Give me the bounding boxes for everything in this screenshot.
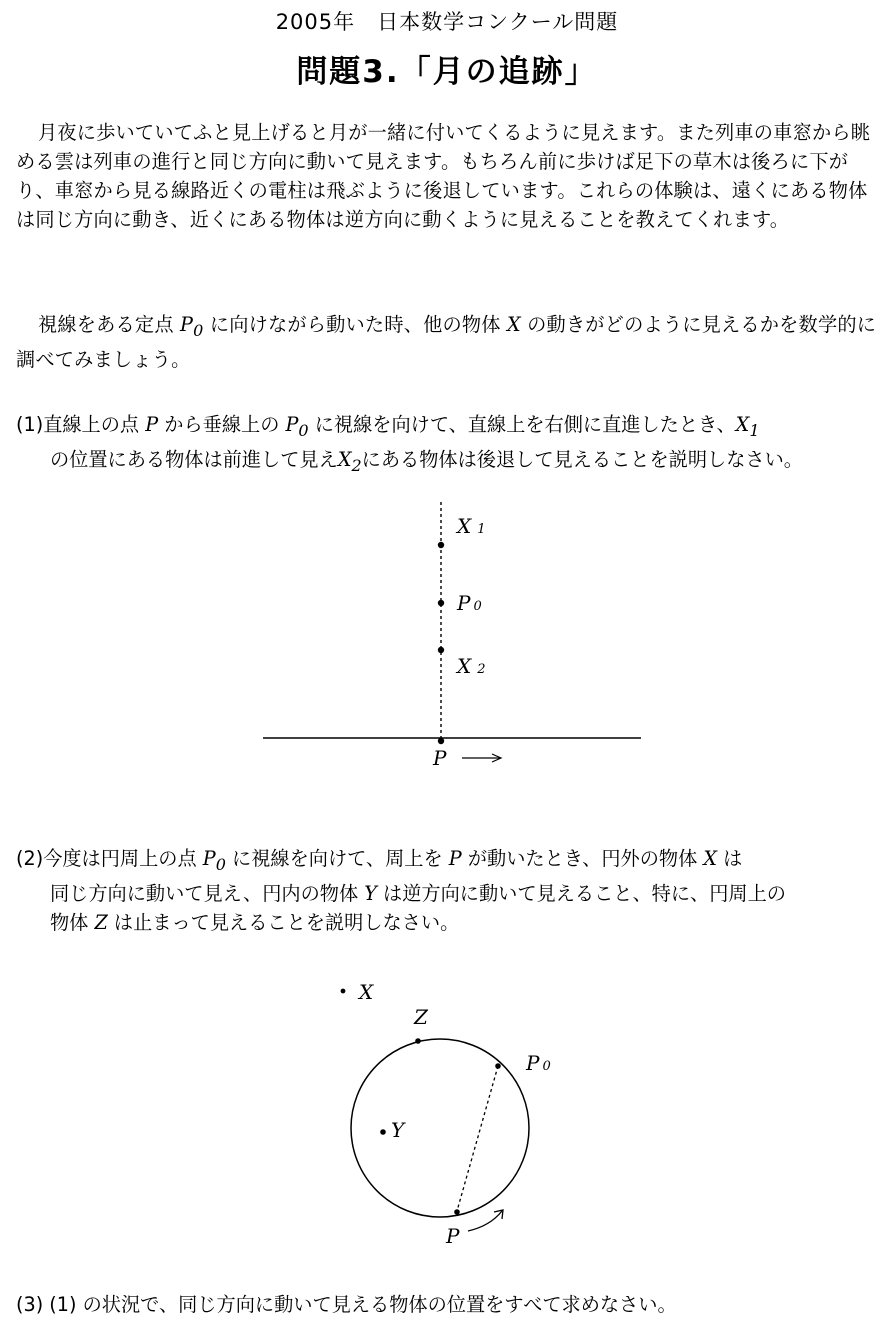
problem-title: 問題3.「月の追跡」 (296, 54, 598, 90)
sight-line-dotted (457, 1066, 498, 1211)
q1-p0: $P_0$ (285, 413, 309, 440)
q2-x: X (703, 847, 718, 870)
point-z-on-circle (415, 1038, 421, 1044)
fig2-label-p0: P 0 (526, 1051, 551, 1075)
figure-1 (263, 502, 641, 762)
q1-x1: $X_1$ (735, 413, 760, 440)
setup-x: X (506, 313, 521, 336)
setup-text-1: 視線をある定点 (38, 313, 181, 336)
question-1-line-1 (16, 410, 886, 445)
q1-text-d: の位置にある物体は前進して見え (50, 447, 338, 471)
q2-text-g: 物体 (50, 910, 95, 934)
question-1-line-2 (16, 445, 886, 480)
motion-arrow-curve (468, 1211, 502, 1231)
point-p0-on-circle (495, 1063, 501, 1069)
q1-x2: $X_2$ (337, 447, 362, 475)
setup-paragraph (16, 310, 884, 374)
question-3-line-1 (16, 1290, 886, 1319)
fig1-label-p0: P 0 (457, 591, 482, 615)
fig1-label-p: P (433, 746, 447, 770)
setup-text-2: に向けながら動いた時、他の物体 (203, 313, 507, 336)
fig2-label-y: Y (391, 1118, 405, 1142)
point-x1 (438, 542, 444, 548)
setup-p0: $P_0$ (180, 313, 204, 340)
question-1-number: (1) (16, 413, 44, 436)
q2-text-c: が動いたとき、円外の物体 (461, 847, 704, 870)
q2-text-h: は止まって見えることを説明しなさい。 (107, 910, 460, 934)
circle (351, 1039, 529, 1217)
q1-text-c: に視線を向けて、直線上を右側に直進したとき、 (308, 413, 736, 436)
q2-p0: $P_0$ (202, 847, 226, 874)
question-1 (16, 410, 886, 480)
question-3-reference: (1) (49, 1293, 77, 1316)
question-2-line-2 (16, 879, 886, 908)
q2-text-e: 同じ方向に動いて見え、円内の物体 (50, 881, 365, 905)
q2-y: Y (364, 881, 377, 905)
question-2 (16, 844, 886, 937)
point-p0 (438, 600, 444, 606)
point-y-inside (380, 1129, 386, 1135)
contest-heading: 2005年 日本数学コンクール問題 (275, 10, 619, 34)
fig2-label-x: X (359, 980, 374, 1004)
point-p (438, 738, 444, 744)
fig2-label-z: Z (414, 1005, 428, 1029)
q2-p: P (448, 847, 462, 870)
q2-z: Z (94, 910, 108, 934)
point-p-on-circle (454, 1209, 460, 1215)
right-arrow-icon (492, 754, 501, 762)
q3-text: の状況で、同じ方向に動いて見える物体の位置をすべて求めなさい。 (76, 1293, 677, 1316)
curved-arrow-icon (494, 1210, 503, 1219)
fig2-label-p: P (446, 1224, 460, 1248)
question-3-number: (3) (16, 1293, 44, 1316)
q1-text-b: から垂線上の (158, 413, 286, 436)
q2-text-b: に視線を向けて、周上を (225, 847, 449, 870)
q1-text-e: にある物体は後退して見えることを説明しなさい。 (361, 447, 803, 471)
setup-text-3: の動きがどのように見えるかを数学的に調べてみましょう。 (16, 313, 877, 371)
question-2-line-1 (16, 844, 886, 879)
point-x2 (438, 647, 444, 653)
point-x-outside (341, 989, 346, 994)
fig1-label-x2: X 2 (457, 654, 486, 678)
fig1-label-x1: X 1 (457, 514, 486, 538)
figure-2 (341, 989, 529, 1231)
q2-text-a: 今度は円周上の点 (43, 847, 203, 870)
q1-p: P (145, 413, 159, 436)
q1-text-a: 直線上の点 (43, 413, 146, 436)
question-2-number: (2) (16, 847, 44, 870)
question-3 (16, 1290, 886, 1319)
question-2-line-3 (16, 908, 886, 937)
intro-paragraph: 月夜に歩いていてふと見上げると月が一緒に付いてくるように見えます。また列車の車窓から眺める雲は列車の進行と同じ方向に動いて見えます。もちろん前に歩けば足下の草木は後ろに下がり、車窓から見る線路近くの電柱は飛ぶように後退しています。これらの体験は、遠くにある物体は同じ方向に動き、近くにある物体は逆方向に動くように見えることを教えてくれます。 (16, 121, 871, 231)
q2-text-d: は (717, 847, 743, 870)
q2-text-f: は逆方向に動いて見えること、特に、円周上の (376, 881, 786, 905)
